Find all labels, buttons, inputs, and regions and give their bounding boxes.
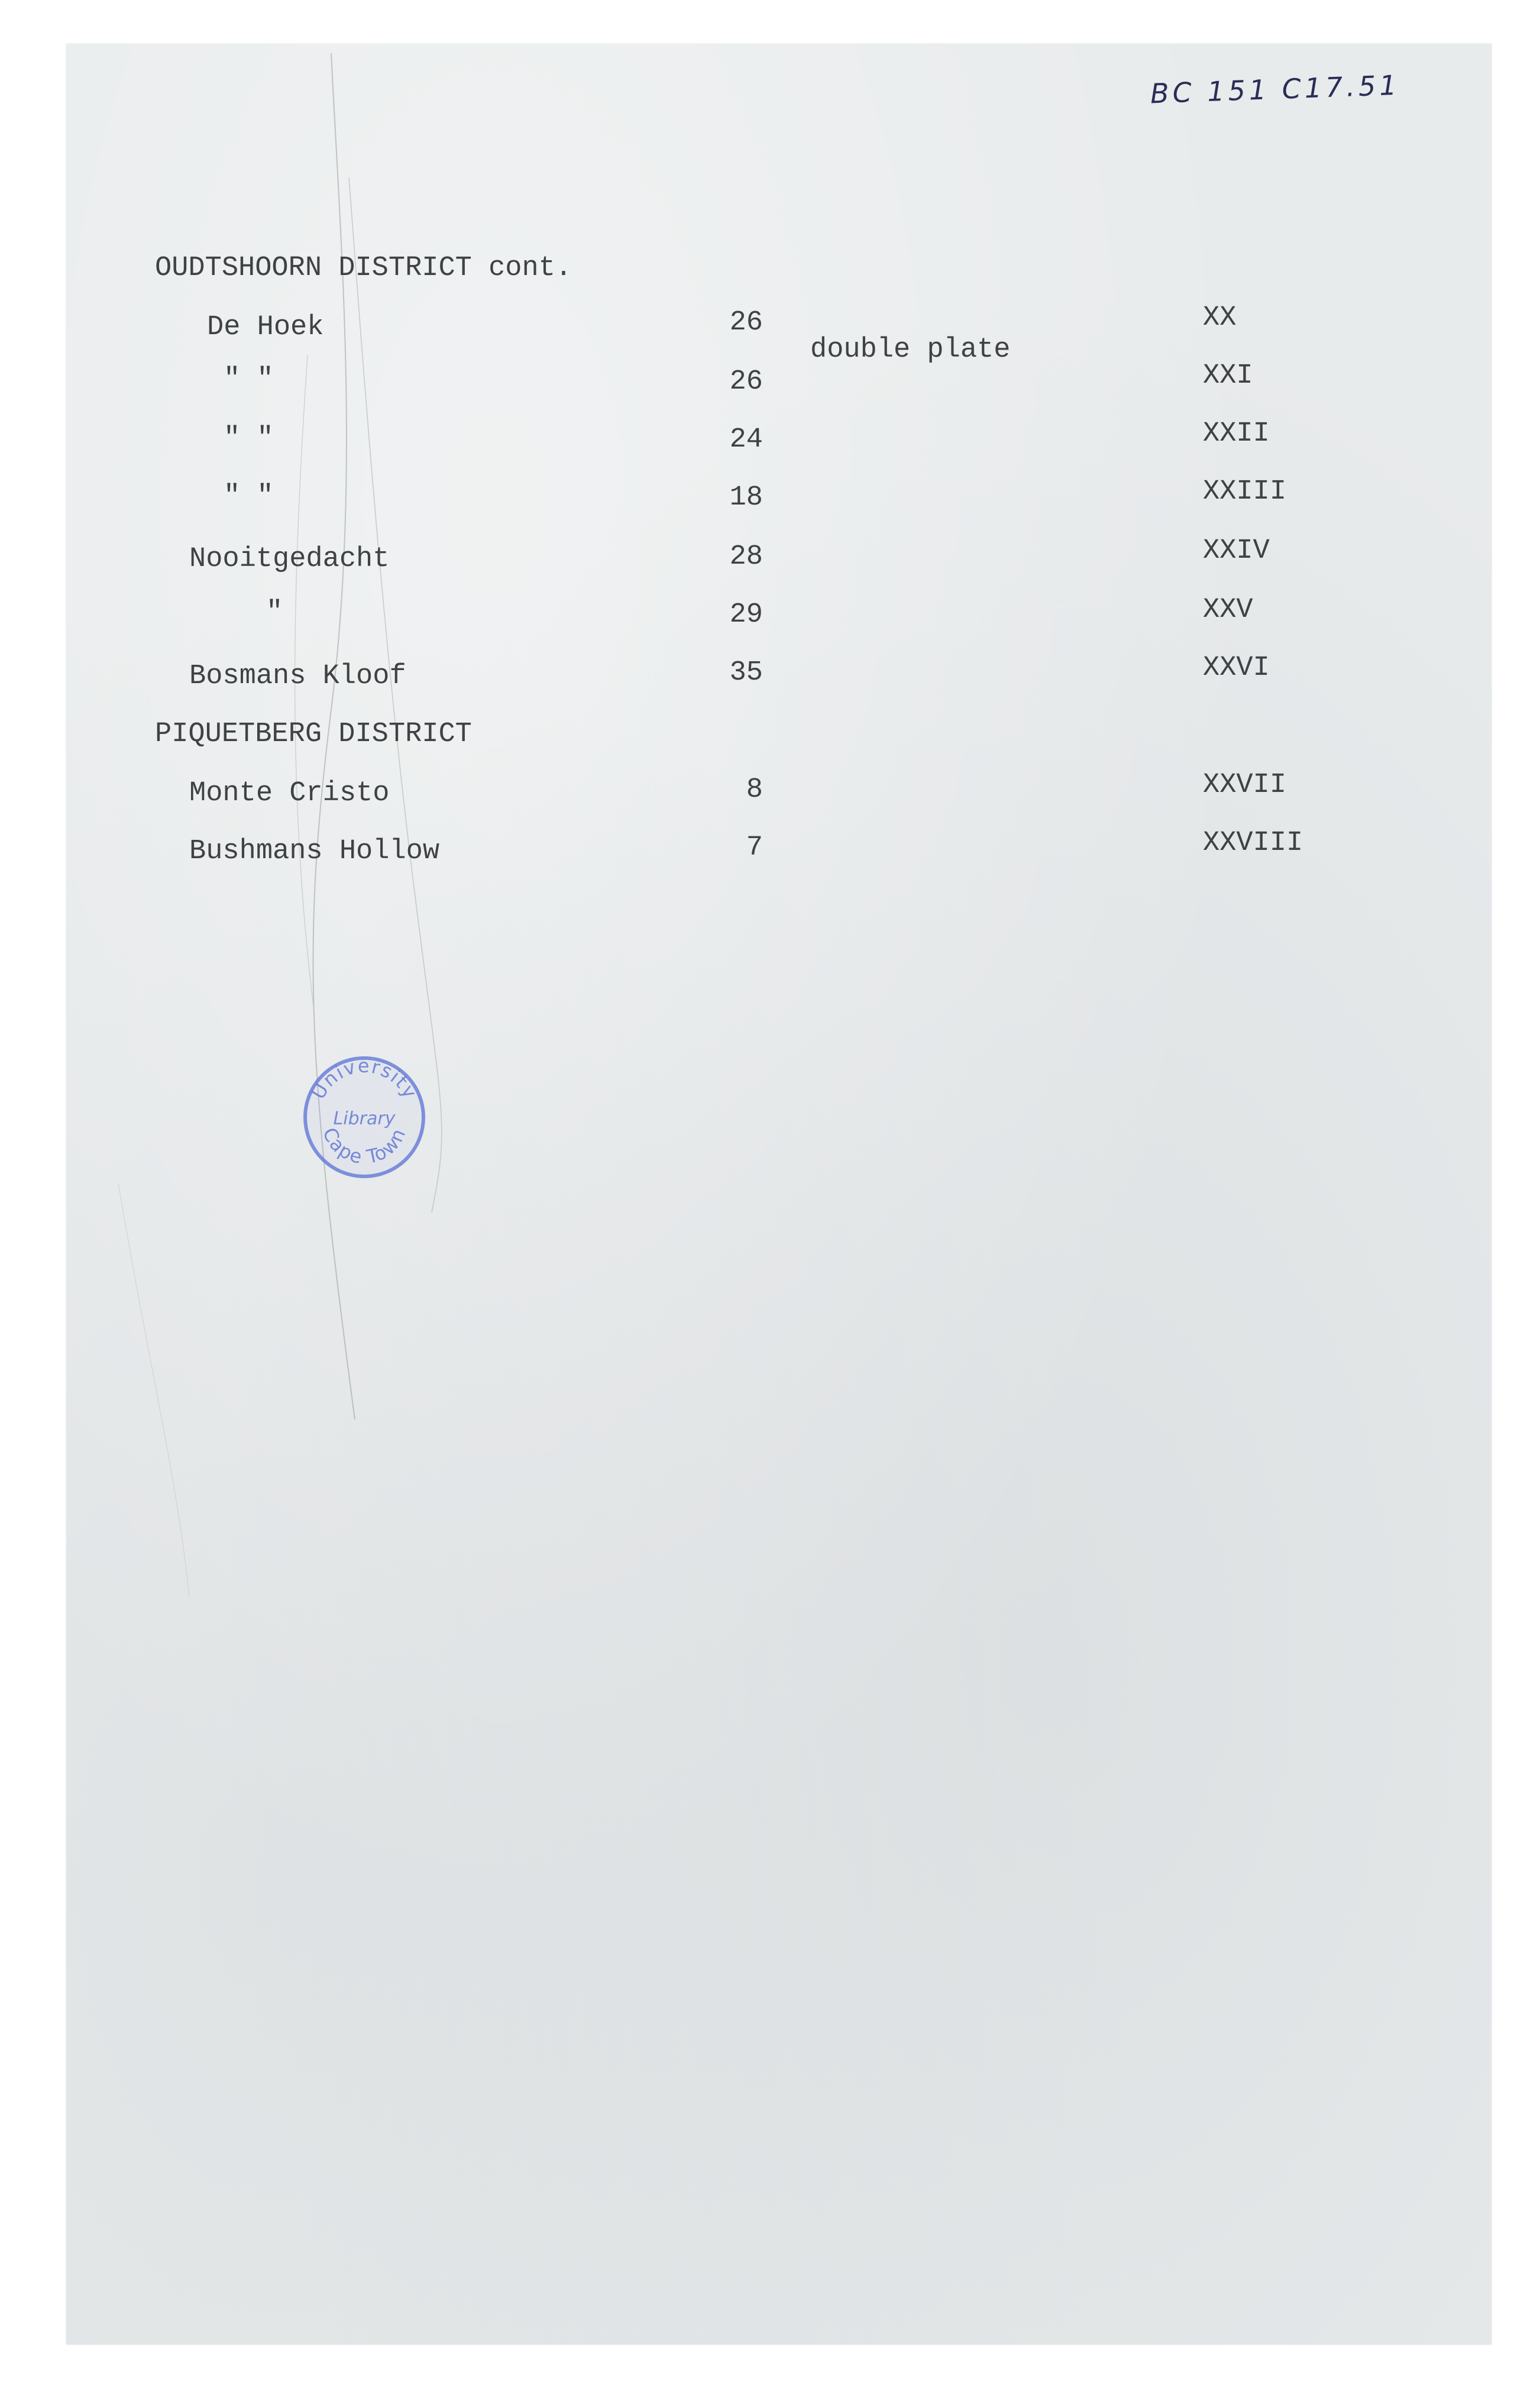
row-plate: XXI (1203, 360, 1253, 392)
row-name: Bushmans Hollow (189, 836, 440, 867)
row-name: De Hoek (207, 312, 324, 343)
row-number: 7 (746, 832, 763, 864)
row-number: 29 (729, 599, 763, 630)
stamp-bottom-text: Cape Town (318, 1124, 410, 1169)
row-name: " (266, 597, 283, 628)
stamp-middle-text: Library (333, 1108, 396, 1129)
row-number: 8 (746, 774, 763, 806)
row-plate: XXIV (1203, 535, 1270, 567)
section-heading-oudtshoorn: OUDTSHOORN DISTRICT cont. (155, 253, 572, 284)
row-plate: XXVI (1203, 652, 1270, 684)
row-plate: XX (1203, 302, 1237, 334)
row-plate: XXII (1203, 418, 1270, 449)
document-sheet (66, 44, 1492, 2344)
section-heading-piquetberg: PIQUETBERG DISTRICT (155, 719, 472, 750)
row-plate: XXVII (1203, 769, 1287, 801)
row-number: 26 (729, 366, 763, 397)
row-number: 28 (729, 541, 763, 573)
row-number: 24 (729, 424, 763, 455)
row-name: " " (224, 423, 274, 454)
row-name: Bosmans Kloof (189, 661, 406, 692)
row-number: 35 (729, 657, 763, 688)
row-plate: XXV (1203, 594, 1253, 626)
row-number: 18 (729, 482, 763, 513)
stamp-top-text: University (306, 1055, 422, 1103)
row-name: Monte Cristo (189, 778, 390, 809)
row-plate: XXVIII (1203, 827, 1303, 859)
row-plate: XXIII (1203, 476, 1287, 507)
double-plate-note: double plate (810, 334, 1011, 366)
row-name: " " (224, 364, 274, 395)
library-stamp (302, 1055, 427, 1180)
row-number: 26 (729, 307, 763, 338)
row-name: " " (224, 481, 274, 512)
handwritten-reference-note: BC 151 C17.51 (1150, 69, 1401, 110)
row-name: Nooitgedacht (189, 544, 390, 575)
